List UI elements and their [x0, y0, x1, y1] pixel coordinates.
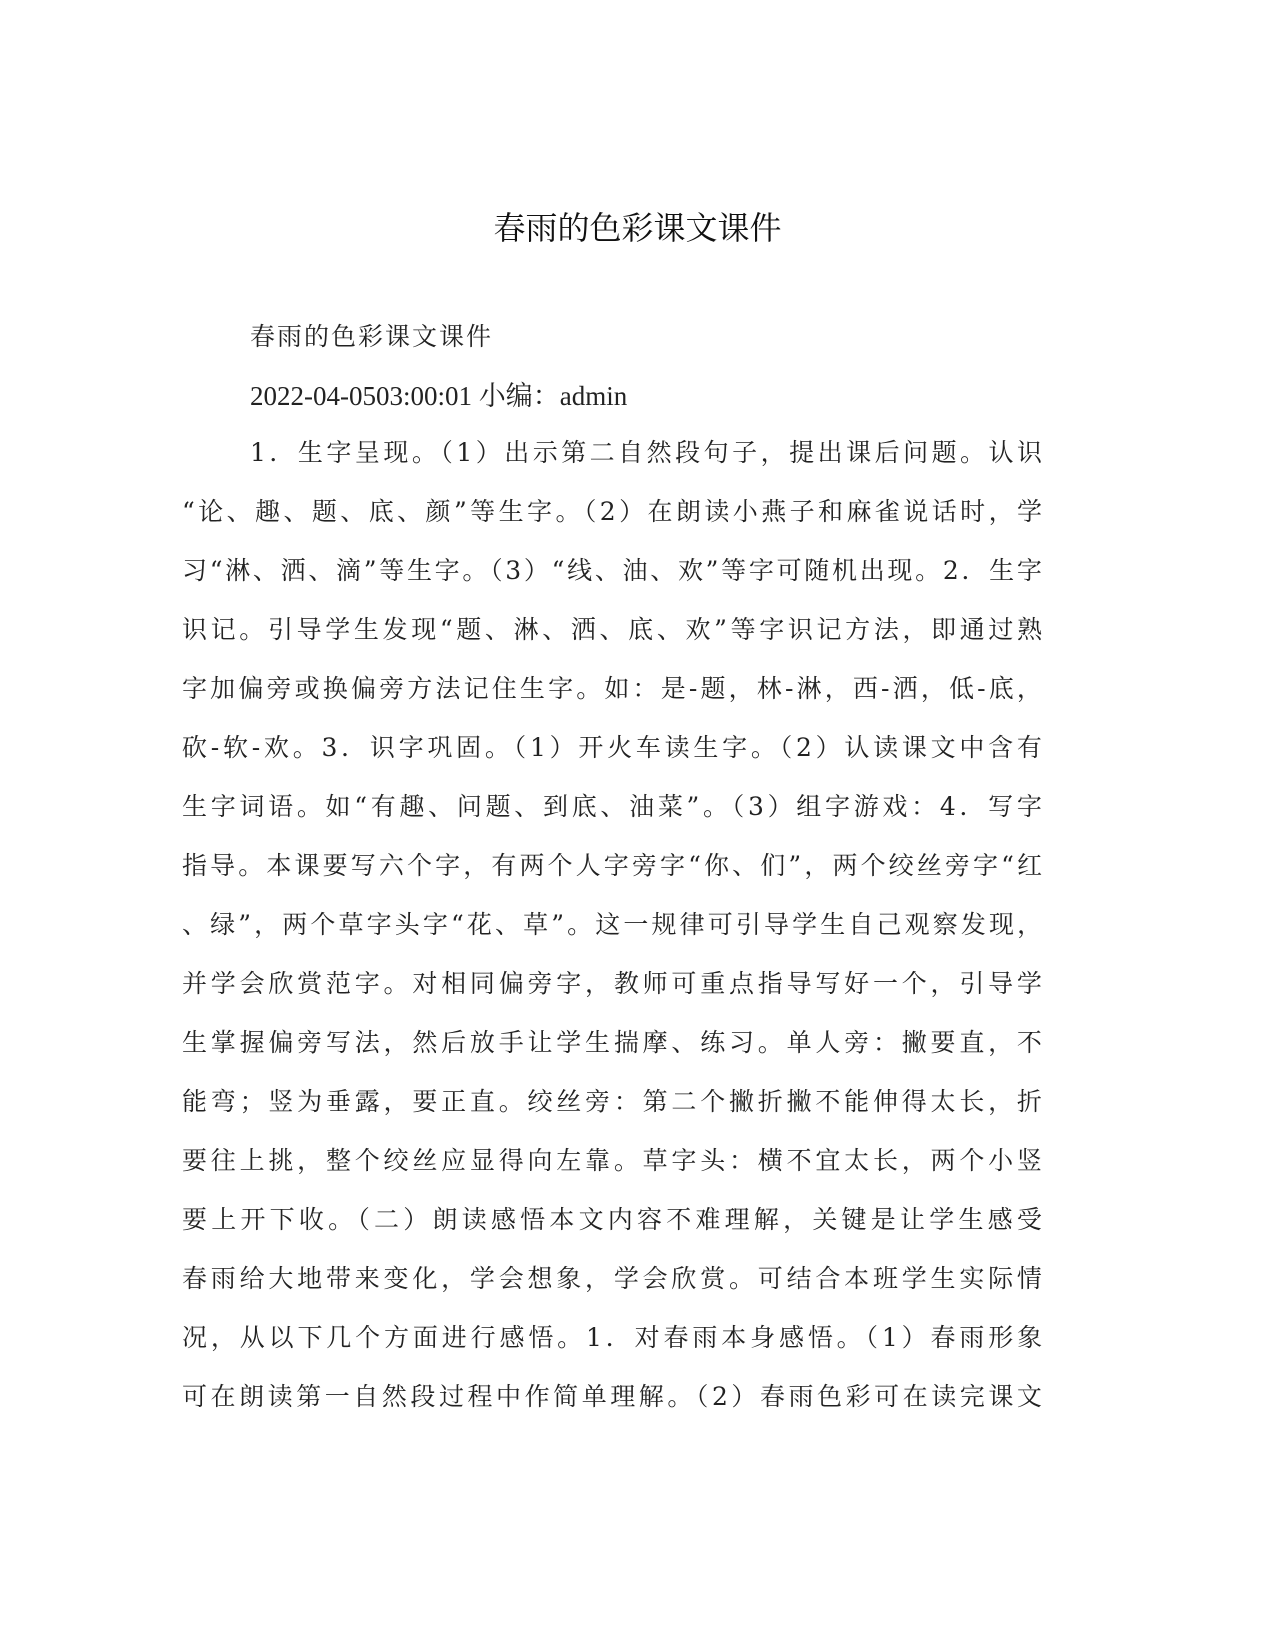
body-line: [182, 954, 1046, 1013]
body-line-text: 生掌握偏旁写法，然后放手让学生揣摩、练习。单人旁：撇要直，不: [182, 1028, 1046, 1057]
body-line: [182, 1072, 1046, 1131]
body-line-text: 要上开下收。（二）朗读感悟本文内容不难理解，关键是让学生感受: [182, 1205, 1047, 1234]
body-line: [182, 777, 1046, 836]
body-line: [182, 1013, 1046, 1072]
body-line-text: 1．生字呈现。（1）出示第二自然段句子，提出课后问题。认识: [250, 438, 1046, 467]
body-line-text: 、绿”，两个草字头字“花、草”。这一规律可引导学生自己观察发现，: [182, 910, 1046, 939]
body-line-text: 生字词语。如“有趣、问题、到底、油菜”。（3）组字游戏：4．写字: [182, 792, 1046, 821]
body-line: [182, 1190, 1047, 1249]
body-line: [182, 482, 1046, 541]
body-line-text: 并学会欣赏范字。对相同偏旁字，教师可重点指导写好一个，引导学: [182, 969, 1046, 998]
body-line-text: 能弯；竖为垂露，要正直。绞丝旁：第二个撇折撇不能伸得太长，折: [182, 1087, 1046, 1116]
body-line-text: 指导。本课要写六个字，有两个人字旁字“你、们”，两个绞丝旁字“红: [182, 851, 1046, 880]
body-line-text: 字加偏旁或换偏旁方法记住生字。如：是-题，林-淋，西-洒，低-底，: [182, 674, 1046, 703]
body-text: [182, 423, 1047, 1426]
body-line: [182, 1131, 1046, 1190]
body-line: [182, 1308, 1046, 1367]
body-line-text: 春雨给大地带来变化，学会想象，学会欣赏。可结合本班学生实际情: [182, 1264, 1046, 1293]
body-line-text: “论、趣、题、底、颜”等生字。（2）在朗读小燕子和麻雀说话时，学: [182, 497, 1046, 526]
body-line: [182, 541, 1045, 600]
body-line-text: 识记。引导学生发现“题、淋、洒、底、欢”等字识记方法，即通过熟: [182, 615, 1046, 644]
page-title: 春雨的色彩课文课件: [493, 209, 782, 247]
body-line-text: 况，从以下几个方面进行感悟。1．对春雨本身感悟。（1）春雨形象: [182, 1323, 1046, 1352]
body-line-text: 砍-软-欢。3．识字巩固。（1）开火车读生字。（2）认读课文中含有: [182, 733, 1046, 762]
body-line: [182, 895, 1046, 954]
document-subtitle: 春雨的色彩课文课件: [250, 322, 494, 351]
body-line: [182, 423, 1046, 482]
body-line-text: 习“淋、洒、滴”等生字。（3）“线、油、欢”等字可随机出现。2．生字: [182, 556, 1045, 585]
body-line: [182, 600, 1046, 659]
body-line-text: 要往上挑，整个绞丝应显得向左靠。草字头：横不宜太长，两个小竖: [182, 1146, 1046, 1175]
document-meta: 2022-04-0503:00:01 小编：admin: [250, 381, 628, 411]
body-line-text: 可在朗读第一自然段过程中作简单理解。（2）春雨色彩可在读完课文: [182, 1382, 1046, 1411]
body-line: [182, 1249, 1046, 1308]
body-line: [182, 1367, 1046, 1426]
body-line: [182, 659, 1046, 718]
body-line: [182, 836, 1046, 895]
body-line: [182, 718, 1046, 777]
